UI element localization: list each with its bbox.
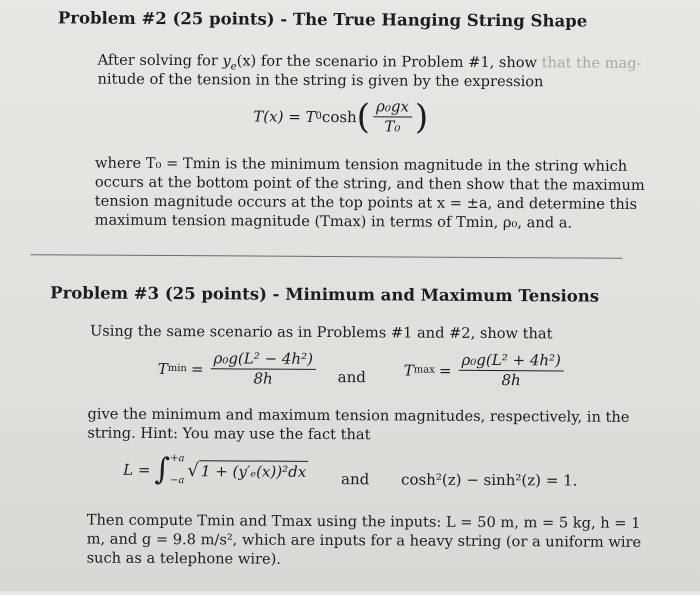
equation-denominator: T₀ — [384, 117, 401, 136]
tmin-numerator: ρ₀g(L² − 4h²) — [210, 350, 316, 370]
problem-2-where-line-4: maximum tension magnitude (Tmax) in terms of Tmin, ρ₀, and a. — [94, 211, 573, 232]
problem-2-heading: Problem #2 (25 points) - The True Hanging String Shape — [57, 8, 588, 31]
faded-text: that the mag- — [541, 54, 642, 72]
problem-2-where-line-2: occurs at the bottom point of the string, and then show that the maximum — [94, 173, 645, 194]
tmin-denominator: 8h — [253, 369, 273, 388]
section-divider — [30, 254, 622, 259]
problem-3-compute-line-3: such as a telephone wire). — [86, 549, 282, 568]
problem-3-intro: Using the same scenario as in Problems #1 and #2, show that — [89, 322, 553, 343]
problem-2-where-line-3: tension magnitude occurs at the top points at x = ±a, and determine this — [94, 192, 638, 213]
problem-3-compute-line-2: m, and g = 9.8 m/s², which are inputs for a heavy string (or a uniform wire — [86, 530, 642, 551]
equation-numerator: ρ₀gx — [373, 98, 412, 117]
and-label-1: and — [337, 368, 366, 387]
arc-length-integral: L = ∫ +a −a √ 1 + (y′ₑ(x))²dx — [123, 453, 308, 488]
problem-3-heading: Problem #3 (25 points) - Minimum and Maximum Tensions — [50, 283, 600, 306]
problem-3-give-line-1: give the minimum and maximum tension magnitudes, respectively, in the — [87, 405, 630, 426]
and-label-2: and — [341, 470, 370, 489]
tension-equation: T(x) = T 0 cosh ( $\frac{\text{ρ₀gx}}{\text{T₀}}$ ) — [253, 96, 429, 138]
tmin-equation: T min = $\frac{\text{ρ₀g(L² − 4h²)}}{8h}$ — [158, 350, 319, 388]
hyperbolic-identity: cosh²(z) − sinh²(z) = 1. — [401, 470, 578, 490]
problem-3-compute-line-1: Then compute Tmin and Tmax using the inputs: L = 50 m, m = 5 kg, h = 1 — [86, 511, 641, 532]
problem-2-intro-line-2: nitude of the tension in the string is given by the expression — [97, 70, 544, 91]
integral-sign: ∫ — [154, 451, 171, 488]
square-root: √ 1 + (y′ₑ(x))²dx — [187, 460, 308, 482]
problem-2-where-line-1: where T₀ = Tmin is the minimum tension magnitude in the string which — [94, 154, 628, 175]
tmax-numerator: ρ₀g(L² + 4h²) — [458, 352, 564, 372]
problem-3-give-line-2: string. Hint: You may use the fact that — [87, 424, 371, 444]
problem-2-intro-line-1: After solving for $y_e(x)$ for the scenario in Problem #1, show that the mag- — [97, 51, 642, 73]
tmax-denominator: 8h — [501, 371, 521, 390]
tmax-equation: T max = $\frac{\text{ρ₀g(L² + 4h²)}}{8h}$ — [404, 351, 567, 389]
